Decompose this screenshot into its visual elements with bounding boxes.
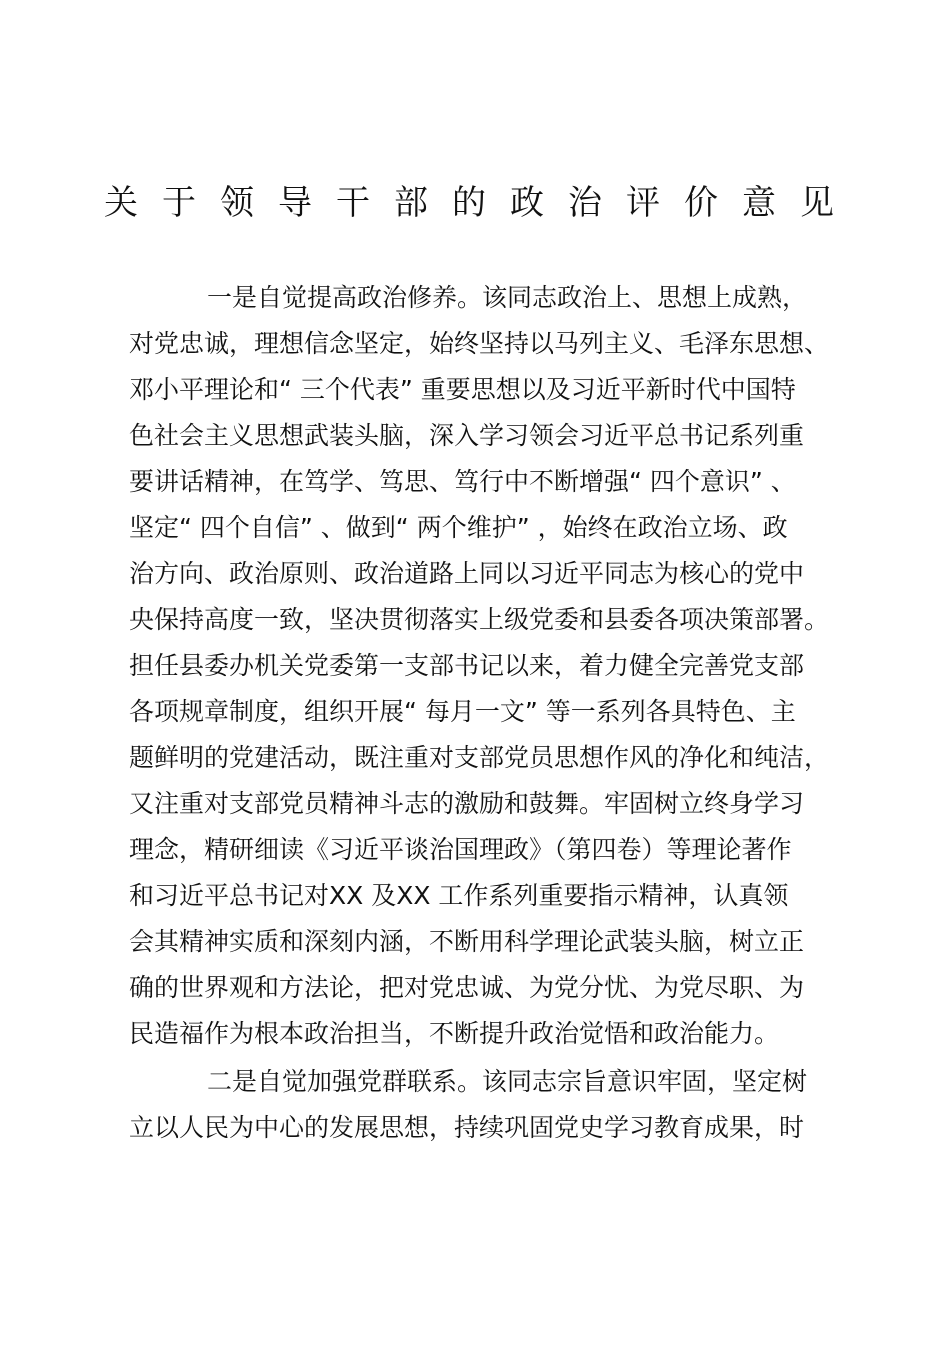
paragraph-1-line-11: 题鲜明的党建活动，既注重对支部党员思想作风的净化和纯洁， [129, 743, 830, 772]
paragraph-2-line-1: 二是自觉加强党群联系。该同志宗旨意识牢固，坚定树 [207, 1067, 808, 1096]
paragraph-2-line-2: 立以人民为中心的发展思想，持续巩固党史学习教育成果，时 [129, 1113, 805, 1142]
paragraph-1-line-3: 邓小平理论和“ 三个代表” 重要思想以及习近平新时代中国特 [129, 375, 796, 404]
paragraph-1-line-16: 确的世界观和方法论，把对党忠诚、为党分忧、为党尽职、为 [129, 973, 805, 1002]
paragraph-1-line-5: 要讲话精神，在笃学、笃思、笃行中不断增强“ 四个意识” 、 [129, 467, 796, 496]
paragraph-1-line-9: 担任县委办机关党委第一支部书记以来，着力健全完善党支部 [129, 651, 805, 680]
paragraph-1-line-10: 各项规章制度，组织开展“ 每月一文” 等一系列各具特色、主 [129, 697, 796, 726]
paragraph-1-line-7: 治方向、政治原则、政治道路上同以习近平同志为核心的党中 [129, 559, 805, 588]
document-title: 关于领导干部的政治评价意见 [104, 183, 858, 223]
paragraph-1-line-14: 和习近平总书记对XX 及XX 工作系列重要指示精神，认真领 [129, 881, 789, 910]
paragraph-1-line-17: 民造福作为根本政治担当，不断提升政治觉悟和政治能力。 [129, 1019, 780, 1048]
paragraph-1-line-8: 央保持高度一致，坚决贯彻落实上级党委和县委各项决策部署。 [129, 605, 830, 634]
paragraph-1-line-1: 一是自觉提高政治修养。该同志政治上、思想上成熟， [207, 283, 808, 312]
paragraph-1-line-13: 理念，精研细读《习近平谈治国理政》（第四卷）等理论著作 [129, 835, 792, 864]
paragraph-1-line-6: 坚定“ 四个自信” 、做到“ 两个维护” ，始终在政治立场、政 [129, 513, 788, 542]
paragraph-1-line-15: 会其精神实质和深刻内涵，不断用科学理论武装头脑，树立正 [129, 927, 805, 956]
paragraph-1-line-4: 色社会主义思想武装头脑，深入学习领会习近平总书记系列重 [129, 421, 805, 450]
paragraph-1-line-2: 对党忠诚，理想信念坚定，始终坚持以马列主义、毛泽东思想、 [129, 329, 830, 358]
paragraph-1-line-12: 又注重对支部党员精神斗志的激励和鼓舞。牢固树立终身学习 [129, 789, 805, 818]
